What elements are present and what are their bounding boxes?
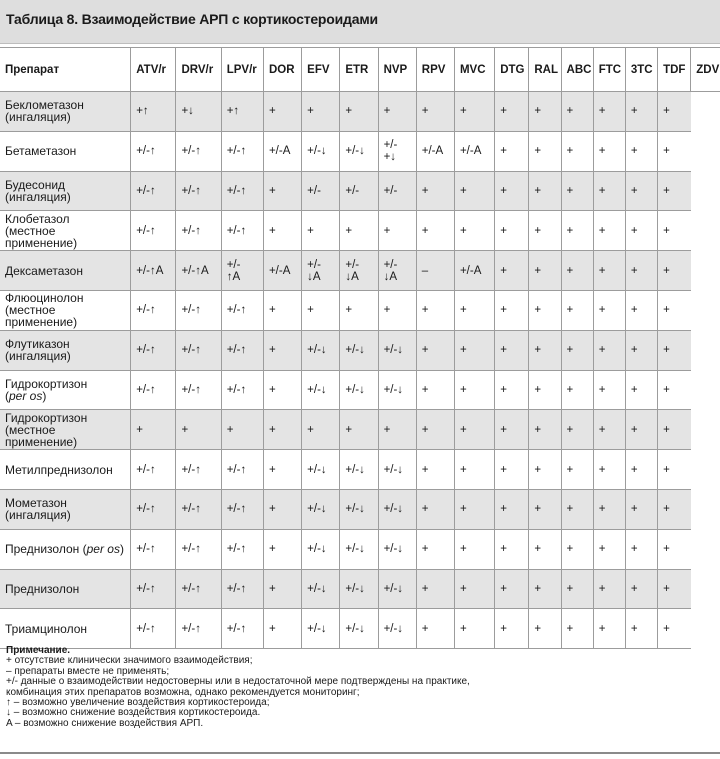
interaction-cell: +/-↑ [176, 450, 221, 490]
interaction-cell: + [625, 489, 657, 529]
interaction-cell: + [454, 410, 494, 450]
interaction-cell: + [658, 370, 691, 410]
interaction-cell: + [593, 609, 625, 649]
interaction-cell: +/-↓ [378, 489, 416, 529]
interaction-cell: +/-↑A [176, 251, 221, 291]
interaction-cell: + [561, 410, 593, 450]
drug-name: Клобетазол (местное применение) [0, 211, 131, 251]
interaction-cell: + [378, 410, 416, 450]
table-row [0, 410, 720, 450]
column-header: DRV/r [176, 48, 221, 92]
interaction-cell: +/-↑ [131, 171, 176, 211]
interaction-cell: +/-↑ [131, 489, 176, 529]
interaction-cell: +/-↑ [221, 171, 263, 211]
interaction-cell: + [263, 370, 301, 410]
table-row [0, 251, 720, 291]
interaction-cell: + [658, 330, 691, 370]
column-header-drug: Препарат [0, 48, 131, 92]
column-header: DTG [495, 48, 529, 92]
interaction-cell: +/-A [454, 251, 494, 291]
note-line: ↑ – возможно увеличение воздействия кортикостероида; [6, 697, 270, 709]
interaction-cell: + [593, 211, 625, 251]
interaction-cell: + [593, 171, 625, 211]
interaction-cell: + [340, 410, 378, 450]
interaction-cell: +/-A [454, 131, 494, 171]
interaction-cell: + [593, 92, 625, 132]
interaction-cell: + [495, 251, 529, 291]
interaction-cell: + [529, 330, 561, 370]
interaction-cell: +/-↓ [302, 609, 340, 649]
interaction-cell: + [495, 92, 529, 132]
interaction-cell: +/-↑ [221, 529, 263, 569]
interaction-cell: + [529, 290, 561, 330]
interaction-cell: +/-↑ [131, 330, 176, 370]
interaction-cell: +/-↓ [378, 529, 416, 569]
note-heading: Примечание. [6, 645, 71, 656]
interaction-cell: +/-↑ [221, 211, 263, 251]
interaction-cell: +/-↓ [378, 370, 416, 410]
interaction-cell: +/-↑ [221, 370, 263, 410]
interaction-cell: + [454, 211, 494, 251]
header-row [0, 48, 720, 92]
interaction-cell: +/-↓ [340, 131, 378, 171]
interaction-cell: +↓ [176, 92, 221, 132]
interaction-cell: +/-↑ [221, 489, 263, 529]
column-header: RPV [416, 48, 454, 92]
interaction-cell: + [561, 131, 593, 171]
interaction-cell: +/-A [263, 131, 301, 171]
interaction-cell: +/-↑ [221, 569, 263, 609]
interaction-cell: + [263, 171, 301, 211]
table-row [0, 529, 720, 569]
drug-name: Метилпреднизолон [0, 450, 131, 490]
interaction-cell: + [529, 171, 561, 211]
interaction-cell: + [495, 290, 529, 330]
note-line: – препараты вместе не применять; [6, 665, 170, 677]
interaction-cell: + [658, 211, 691, 251]
interaction-cell: + [416, 569, 454, 609]
interaction-cell: + [454, 569, 494, 609]
interaction-cell: + [593, 251, 625, 291]
interaction-cell: +/-A [263, 251, 301, 291]
interaction-cell: +/-↓ [302, 131, 340, 171]
interaction-cell: +/-↓ [340, 569, 378, 609]
interaction-cell: + [658, 489, 691, 529]
drug-name: Гидрокортизон (местное применение) [0, 410, 131, 450]
interaction-cell: +/-↑ [221, 290, 263, 330]
interaction-cell: + [625, 569, 657, 609]
interaction-cell: +/-↓ [302, 450, 340, 490]
table-row [0, 92, 720, 132]
interaction-cell: + [625, 609, 657, 649]
interaction-cell: + [263, 410, 301, 450]
column-header: 3TC [625, 48, 657, 92]
interaction-cell: + [658, 529, 691, 569]
column-header: LPV/r [221, 48, 263, 92]
interaction-cell: +/-↑ [131, 211, 176, 251]
interaction-cell: + [416, 330, 454, 370]
interaction-cell: +/-↓ [302, 569, 340, 609]
interaction-cell: +/-↑ [131, 529, 176, 569]
interaction-cell: + [658, 569, 691, 609]
interaction-cell: + [263, 92, 301, 132]
interaction-cell: +/-↓ [340, 529, 378, 569]
table-title: Таблица 8. Взаимодействие АРП с кортикостероидами [6, 11, 378, 27]
interaction-cell: +/- ↓A [340, 251, 378, 291]
interaction-cell: + [416, 171, 454, 211]
interaction-cell: + [593, 529, 625, 569]
interaction-cell: + [625, 529, 657, 569]
interaction-cell: + [529, 410, 561, 450]
interaction-table [0, 47, 720, 649]
interaction-cell: + [593, 410, 625, 450]
interaction-cell: +/-↑ [221, 131, 263, 171]
interaction-cell: + [495, 330, 529, 370]
interaction-cell: +/-↑ [131, 569, 176, 609]
interaction-cell: +/-↑ [176, 330, 221, 370]
interaction-cell: + [302, 410, 340, 450]
interaction-cell: + [131, 410, 176, 450]
interaction-cell: + [529, 131, 561, 171]
bottom-rule [0, 752, 720, 754]
interaction-cell: + [529, 251, 561, 291]
drug-name: Бетаметазон [0, 131, 131, 171]
interaction-cell: + [625, 410, 657, 450]
interaction-cell: + [625, 171, 657, 211]
table-row [0, 609, 720, 649]
interaction-cell: + [221, 410, 263, 450]
interaction-cell: + [593, 489, 625, 529]
column-header: FTC [593, 48, 625, 92]
column-header: DOR [263, 48, 301, 92]
column-header: ETR [340, 48, 378, 92]
interaction-cell: + [263, 569, 301, 609]
interaction-cell: +/-↑ [131, 370, 176, 410]
note-block [6, 646, 470, 729]
interaction-cell: + [495, 609, 529, 649]
interaction-cell: + [593, 290, 625, 330]
interaction-cell: +/- ↓A [302, 251, 340, 291]
interaction-cell: + [454, 171, 494, 211]
interaction-cell: + [454, 529, 494, 569]
interaction-cell: + [263, 211, 301, 251]
interaction-cell: +/- [378, 171, 416, 211]
interaction-cell: – [416, 251, 454, 291]
interaction-cell: +/-↓ [302, 370, 340, 410]
interaction-cell: + [263, 330, 301, 370]
interaction-cell: + [263, 489, 301, 529]
interaction-cell: +/- ↑A [221, 251, 263, 291]
interaction-cell: + [263, 290, 301, 330]
note-line: + отсутствие клинически значимого взаимодействия; [6, 655, 253, 667]
interaction-cell: +/-↓ [378, 450, 416, 490]
interaction-cell: + [658, 609, 691, 649]
column-header: ATV/r [131, 48, 176, 92]
drug-name: Флутиказон (ингаляция) [0, 330, 131, 370]
interaction-cell: + [454, 290, 494, 330]
interaction-cell: +/- [340, 171, 378, 211]
interaction-cell: +/-↓ [340, 330, 378, 370]
interaction-cell: + [495, 529, 529, 569]
interaction-cell: +/-↓ [340, 450, 378, 490]
interaction-cell: +/-↑ [176, 609, 221, 649]
table-row [0, 330, 720, 370]
interaction-cell: + [561, 330, 593, 370]
interaction-cell: +/- +↓ [378, 131, 416, 171]
interaction-cell: + [593, 330, 625, 370]
interaction-cell: + [561, 569, 593, 609]
interaction-cell: + [625, 370, 657, 410]
interaction-cell: + [495, 131, 529, 171]
drug-name: Преднизолон (per os) [0, 529, 131, 569]
interaction-cell: +/-↑ [221, 450, 263, 490]
interaction-cell: + [416, 410, 454, 450]
drug-name: Преднизолон [0, 569, 131, 609]
interaction-cell: + [416, 92, 454, 132]
column-header: ZDV [691, 48, 720, 92]
drug-name: Дексаметазон [0, 251, 131, 291]
drug-name: Флюоцинолон (местное применение) [0, 290, 131, 330]
table-row [0, 211, 720, 251]
interaction-cell: + [302, 290, 340, 330]
interaction-cell: + [658, 171, 691, 211]
interaction-cell: + [561, 370, 593, 410]
table-row [0, 131, 720, 171]
interaction-cell: + [495, 370, 529, 410]
interaction-cell: + [495, 489, 529, 529]
interaction-cell: + [340, 211, 378, 251]
interaction-cell: + [561, 290, 593, 330]
interaction-cell: + [625, 211, 657, 251]
interaction-cell: +/-A [416, 131, 454, 171]
interaction-cell: + [454, 370, 494, 410]
note-line: комбинация этих препаратов возможна, однако рекомендуется мониторинг; [6, 686, 360, 698]
interaction-cell: +/-↑ [131, 290, 176, 330]
interaction-cell: +/-↑ [176, 529, 221, 569]
note-line: ↓ – возможно снижение воздействия кортикостероида. [6, 707, 261, 719]
interaction-cell: + [529, 370, 561, 410]
table-row [0, 370, 720, 410]
interaction-cell: + [378, 92, 416, 132]
interaction-cell: + [561, 450, 593, 490]
interaction-cell: +/-↓ [340, 489, 378, 529]
interaction-cell: + [263, 529, 301, 569]
interaction-cell: + [561, 171, 593, 211]
interaction-cell: + [416, 609, 454, 649]
interaction-cell: + [495, 569, 529, 609]
interaction-cell: + [625, 450, 657, 490]
interaction-cell: +/-↑ [176, 569, 221, 609]
interaction-cell: +/-↓ [378, 609, 416, 649]
interaction-cell: +/-↑ [176, 489, 221, 529]
drug-name: Триамцинолон [0, 609, 131, 649]
column-header: RAL [529, 48, 561, 92]
interaction-cell: +/-↓ [378, 330, 416, 370]
interaction-cell: + [416, 450, 454, 490]
interaction-cell: +↑ [131, 92, 176, 132]
interaction-cell: + [625, 251, 657, 291]
interaction-cell: +/-↑ [176, 211, 221, 251]
interaction-cell: + [340, 290, 378, 330]
interaction-cell: +/-↑ [176, 370, 221, 410]
interaction-cell: +/-↑ [131, 450, 176, 490]
interaction-cell: + [658, 131, 691, 171]
interaction-cell: +/-↓ [340, 370, 378, 410]
drug-name: Будесонид (ингаляция) [0, 171, 131, 211]
interaction-cell: + [495, 211, 529, 251]
note-line: +/- данные о взаимодействии недостоверны или в недостаточной мере подтверждены на практике, [6, 676, 470, 688]
interaction-cell: +/-↑ [131, 131, 176, 171]
interaction-cell: +/- ↓A [378, 251, 416, 291]
table-row [0, 290, 720, 330]
interaction-cell: + [561, 251, 593, 291]
interaction-cell: + [302, 92, 340, 132]
interaction-cell: + [529, 450, 561, 490]
note-line: A – возможно снижение воздействия АРП. [6, 717, 204, 729]
interaction-cell: + [529, 529, 561, 569]
interaction-cell: + [529, 489, 561, 529]
interaction-cell: + [625, 290, 657, 330]
interaction-cell: + [495, 171, 529, 211]
interaction-cell: + [658, 450, 691, 490]
interaction-cell: + [340, 92, 378, 132]
interaction-cell: +/-↓ [378, 569, 416, 609]
interaction-cell: +/-↑ [221, 330, 263, 370]
interaction-cell: + [625, 92, 657, 132]
interaction-cell: +/-↑ [131, 609, 176, 649]
interaction-cell: +↑ [221, 92, 263, 132]
interaction-cell: + [529, 609, 561, 649]
interaction-cell: +/-↑ [176, 290, 221, 330]
interaction-cell: + [625, 131, 657, 171]
interaction-cell: +/-↓ [302, 489, 340, 529]
interaction-cell: +/-↑ [221, 609, 263, 649]
interaction-cell: + [658, 290, 691, 330]
interaction-cell: + [416, 211, 454, 251]
column-header: ABC [561, 48, 593, 92]
interaction-cell: + [378, 290, 416, 330]
drug-name: Беклометазон (ингаляция) [0, 92, 131, 132]
title-bar [0, 0, 720, 44]
interaction-cell: + [263, 609, 301, 649]
drug-name: Гидрокортизон (per os) [0, 370, 131, 410]
interaction-cell: + [454, 450, 494, 490]
interaction-cell: + [454, 330, 494, 370]
column-header: MVC [454, 48, 494, 92]
interaction-cell: + [561, 489, 593, 529]
column-header: TDF [658, 48, 691, 92]
interaction-cell: + [593, 131, 625, 171]
interaction-cell: +/-↓ [302, 529, 340, 569]
interaction-cell: + [495, 450, 529, 490]
interaction-cell: + [176, 410, 221, 450]
interaction-cell: + [416, 290, 454, 330]
interaction-cell: + [561, 211, 593, 251]
table-row [0, 450, 720, 490]
interaction-cell: + [529, 569, 561, 609]
column-header: NVP [378, 48, 416, 92]
interaction-cell: + [593, 370, 625, 410]
interaction-cell: + [658, 251, 691, 291]
interaction-cell: + [561, 609, 593, 649]
column-header: EFV [302, 48, 340, 92]
interaction-cell: + [454, 489, 494, 529]
interaction-cell: +/- [302, 171, 340, 211]
interaction-cell: + [416, 489, 454, 529]
drug-name: Мометазон (ингаляция) [0, 489, 131, 529]
table-row [0, 489, 720, 529]
interaction-cell: + [658, 92, 691, 132]
interaction-cell: +/-↑ [176, 131, 221, 171]
interaction-cell: +/-↑ [176, 171, 221, 211]
interaction-cell: + [416, 529, 454, 569]
interaction-cell: + [561, 529, 593, 569]
interaction-cell: + [495, 410, 529, 450]
interaction-cell: + [378, 211, 416, 251]
interaction-cell: + [658, 410, 691, 450]
interaction-cell: +/-↑A [131, 251, 176, 291]
interaction-cell: + [454, 92, 494, 132]
table-row [0, 569, 720, 609]
interaction-cell: + [625, 330, 657, 370]
interaction-cell: + [529, 92, 561, 132]
interaction-cell: + [593, 450, 625, 490]
table-row [0, 171, 720, 211]
interaction-cell: + [561, 92, 593, 132]
interaction-cell: + [302, 211, 340, 251]
interaction-cell: + [454, 609, 494, 649]
interaction-cell: + [529, 211, 561, 251]
interaction-cell: + [593, 569, 625, 609]
interaction-cell: +/-↓ [302, 330, 340, 370]
interaction-cell: + [416, 370, 454, 410]
interaction-cell: +/-↓ [340, 609, 378, 649]
interaction-cell: + [263, 450, 301, 490]
